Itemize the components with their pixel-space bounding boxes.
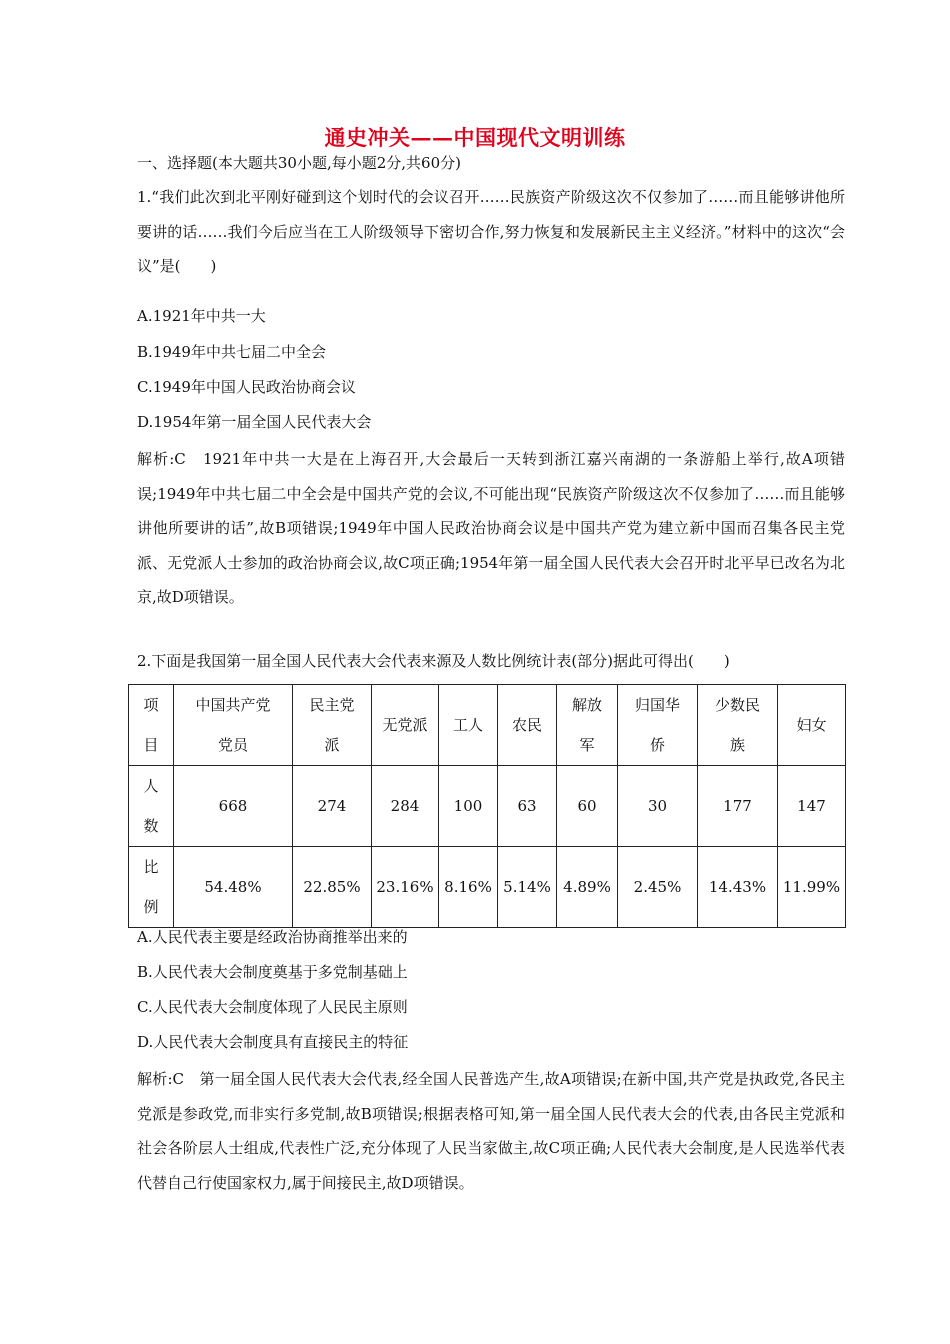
table-cell: 60 [557, 766, 618, 847]
table-header-cell: 农民 [498, 685, 557, 766]
table-cell: 22.85% [293, 847, 372, 928]
table-cell: 2.45% [618, 847, 698, 928]
q2-analysis: 解析:C 第一届全国人民代表大会代表,经全国人民普选产生,故A项错误;在新中国,共产党是执政党,各民主党派是参政党,而非实行多党制,故B项错误;根据表格可知,第一届全国人民代表大会的代表,由各民主党派和社会各阶层人士组成,代表性广泛,充分体现了人民当家做主,故C项正确;人民代表大会制度,是人民选举代表代替自己行使国家权力,属于间接民主,故D项错误。 [137, 1070, 845, 1192]
table-row-label: 比 例 [129, 847, 174, 928]
q1-option-c: C.1949年中国人民政治协商会议 [137, 378, 356, 396]
table-cell: 668 [174, 766, 293, 847]
table-cell: 14.43% [698, 847, 778, 928]
q2-option-b: B.人民代表大会制度奠基于多党制基础上 [137, 963, 408, 981]
table-row-label: 人 数 [129, 766, 174, 847]
q1-analysis: 解析:C 1921年中共一大是在上海召开,大会最后一天转到浙江嘉兴南湖的一条游船上举行,故A项错误;1949年中共七届二中全会是中国共产党的会议,不可能出现“民族资产阶级这次不仅参加了……而且能够讲他所要讲的话”,故B项错误;1949年中国人民政治协商会议是中国共产党为建立新中国而召集各民主党派、无党派人士参加的政治协商会议,故C项正确;1954年第一届全国人民代表大会召开时北平早已改名为北京,故D项错误。 [137, 450, 845, 606]
table-cell: 284 [372, 766, 439, 847]
table-header-cell: 归国华 侨 [618, 685, 698, 766]
table-header-cell: 少数民 族 [698, 685, 778, 766]
table-cell: 30 [618, 766, 698, 847]
q2-option-a: A.人民代表主要是经政治协商推举出来的 [137, 928, 408, 946]
table-header-row [129, 685, 846, 766]
table-cell: 23.16% [372, 847, 439, 928]
table-cell: 11.99% [778, 847, 846, 928]
table-cell: 63 [498, 766, 557, 847]
table-cell: 5.14% [498, 847, 557, 928]
section-heading: 一、选择题(本大题共30小题,每小题2分,共60分) [137, 154, 461, 172]
delegate-stats-table [128, 684, 846, 928]
table-row-count [129, 766, 846, 847]
table-header-cell: 中国共产党 党员 [174, 685, 293, 766]
q1-option-a: A.1921年中共一大 [137, 307, 266, 325]
table-row-ratio [129, 847, 846, 928]
table-header-cell: 项 目 [129, 685, 174, 766]
table-header-cell: 工人 [439, 685, 498, 766]
q2-stem: 2.下面是我国第一届全国人民代表大会代表来源及人数比例统计表(部分)据此可得出( ) [137, 652, 730, 670]
table-header-cell: 妇女 [778, 685, 846, 766]
document-title: 通史冲关——中国现代文明训练 [324, 125, 626, 150]
table-cell: 274 [293, 766, 372, 847]
q1-option-d: D.1954年第一届全国人民代表大会 [137, 413, 372, 431]
q2-option-c: C.人民代表大会制度体现了人民民主原则 [137, 998, 408, 1016]
table-cell: 100 [439, 766, 498, 847]
table-cell: 4.89% [557, 847, 618, 928]
table-header-cell: 无党派 [372, 685, 439, 766]
q1-stem: 1.“我们此次到北平刚好碰到这个划时代的会议召开……民族资产阶级这次不仅参加了……而且能够讲他所要讲的话……我们今后应当在工人阶级领导下密切合作,努力恢复和发展新民主主义经济。”材料中的这次“会议”是( ) [137, 188, 845, 275]
table-cell: 54.48% [174, 847, 293, 928]
table-header-cell: 民主党 派 [293, 685, 372, 766]
table-cell: 8.16% [439, 847, 498, 928]
table-cell: 177 [698, 766, 778, 847]
q1-option-b: B.1949年中共七届二中全会 [137, 343, 326, 361]
q2-option-d: D.人民代表大会制度具有直接民主的特征 [137, 1033, 409, 1051]
table-header-cell: 解放 军 [557, 685, 618, 766]
table-cell: 147 [778, 766, 846, 847]
